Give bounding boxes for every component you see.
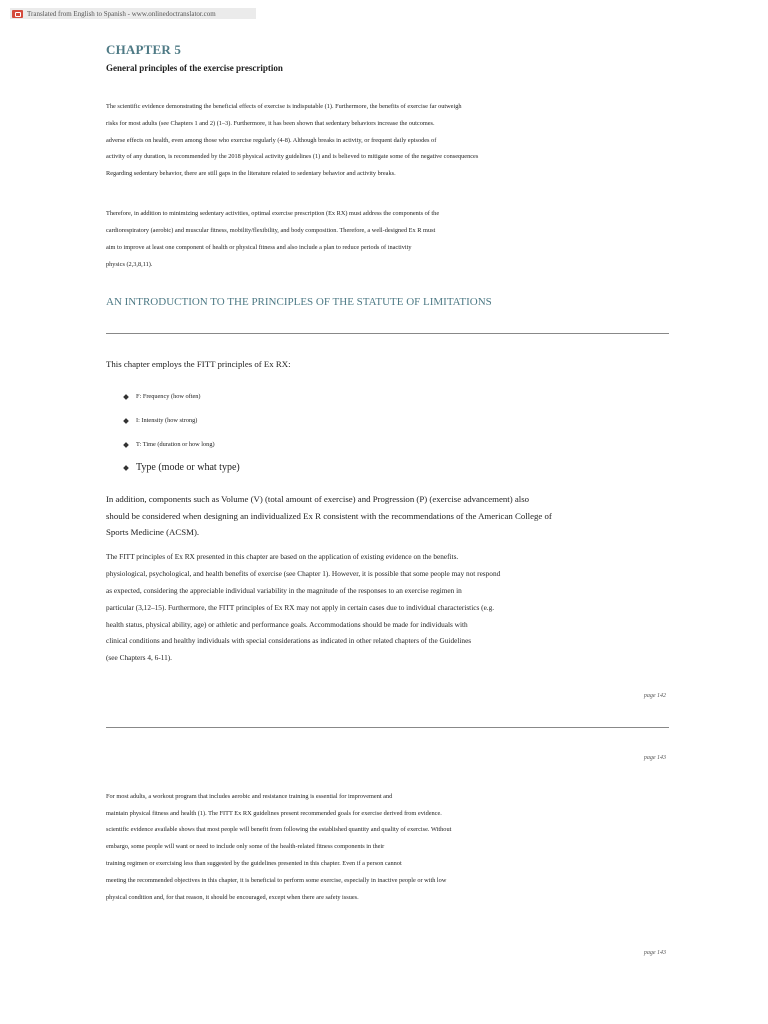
- page-number: page 143: [643, 950, 666, 956]
- chapter-heading: CHAPTER 5: [106, 42, 182, 57]
- paragraph-line: health status, physical ability, age) or athletic and performance goals. Accommodations should be made for individuals with: [106, 620, 468, 629]
- horizontal-divider: [106, 333, 669, 334]
- paragraph-line: scientific evidence available shows that most people will benefit from following the established quantity and quality of exercise. Without: [106, 826, 452, 833]
- section-heading: AN INTRODUCTION TO THE PRINCIPLES OF THE STATUTE OF LIMITATIONS: [106, 296, 492, 308]
- fitt-intro: This chapter employs the FITT principles of Ex RX:: [106, 359, 291, 369]
- bullet-icon: [123, 465, 129, 471]
- bullet-icon: [123, 394, 129, 400]
- paragraph-line: Regarding sedentary behavior, there are still gaps in the literature related to sedentary behavior and activity breaks.: [106, 170, 396, 177]
- paragraph-line: (see Chapters 4, 6-11).: [106, 653, 172, 662]
- paragraph-line: Therefore, in addition to minimizing sedentary activities, optimal exercise prescription (Ex RX) must address the components of the: [106, 210, 440, 217]
- paragraph-line: aim to improve at least one component of health or physical fitness and also include a plan to reduce periods of inactivity: [106, 244, 412, 251]
- bullet-icon: [123, 442, 129, 448]
- paragraph-line: The FITT principles of Ex RX presented in this chapter are based on the application of existing evidence on the benefits.: [106, 552, 459, 561]
- paragraph-line: physical condition and, for that reason, it should be encouraged, except when there are safety issues.: [106, 894, 359, 901]
- page-number: page 142: [643, 693, 666, 699]
- banner-text: Translated from English to Spanish - www.onlinedoctranslator.com: [27, 9, 216, 18]
- paragraph-line: physiological, psychological, and health benefits of exercise (see Chapter 1). However, it is possible that some people may not respond: [106, 569, 501, 578]
- paragraph-line: particular (3,12–15). Furthermore, the FITT principles of Ex RX may not apply in certain cases due to individual characteristics (e.g.: [106, 603, 495, 612]
- paragraph-line: activity of any duration, is recommended by the 2018 physical activity guidelines (1) and is believed to mitigate some of the negative consequences: [106, 153, 479, 160]
- page-number: page 143: [643, 755, 666, 761]
- list-item-intensity: I: Intensity (how strong): [136, 417, 198, 424]
- paragraph-line: For most adults, a workout program that includes aerobic and resistance training is essential for improvement and: [106, 793, 393, 800]
- paragraph-line: as expected, considering the appreciable individual variability in the magnitude of the responses to an exercise regimen in: [106, 586, 462, 595]
- paragraph-line: training regimen or exercising less than suggested by the guidelines presented in this chapter. Even if a person cannot: [106, 860, 402, 867]
- paragraph-line: clinical conditions and healthy individuals with special considerations as indicated in other related chapters of the Guidelines: [106, 636, 472, 645]
- paragraph-line: The scientific evidence demonstrating the beneficial effects of exercise is indisputable (1). Furthermore, the benefits of exercise far outweigh: [106, 103, 462, 110]
- chapter-subtitle: General principles of the exercise prescription: [106, 63, 283, 73]
- paragraph-line: adverse effects on health, even among those who exercise regularly (4-8). Although breaks in activity, or frequent daily episodes of: [106, 137, 437, 144]
- paragraph-line: risks for most adults (see Chapters 1 and 2) (1–3). Furthermore, it has been shown that sedentary behaviors increase the outcomes.: [106, 120, 435, 127]
- list-item-frequency: F: Frequency (how often): [136, 393, 201, 400]
- paragraph-line: should be considered when designing an individualized Ex R consistent with the recommendations of the American College of: [106, 511, 552, 521]
- bullet-icon: [123, 418, 129, 424]
- translation-banner[interactable]: [10, 8, 256, 19]
- paragraph-line: Sports Medicine (ACSM).: [106, 527, 200, 537]
- list-item-type: Type (mode or what type): [136, 462, 240, 473]
- list-item-time: T: Time (duration or how long): [136, 441, 215, 448]
- page-divider: [106, 727, 669, 728]
- paragraph-line: physics (2,3,8,11).: [106, 261, 153, 268]
- paragraph-line: meeting the recommended objectives in this chapter, it is beneficial to perform some exercise, especially in inactive people or with low: [106, 877, 447, 884]
- translator-logo-icon: [12, 10, 23, 18]
- paragraph-line: cardiorespiratory (aerobic) and muscular fitness, mobility/flexibility, and body composition. Therefore, a well-designed Ex R must: [106, 227, 436, 234]
- paragraph-line: In addition, components such as Volume (V) (total amount of exercise) and Progression (P) (exercise advancement) also: [106, 494, 530, 504]
- paragraph-line: embargo, some people will want or need to include only some of the health-related fitness components in their: [106, 843, 385, 850]
- paragraph-line: maintain physical fitness and health (1). The FITT Ex RX guidelines present recommended goals for exercise derived from evidence.: [106, 810, 442, 817]
